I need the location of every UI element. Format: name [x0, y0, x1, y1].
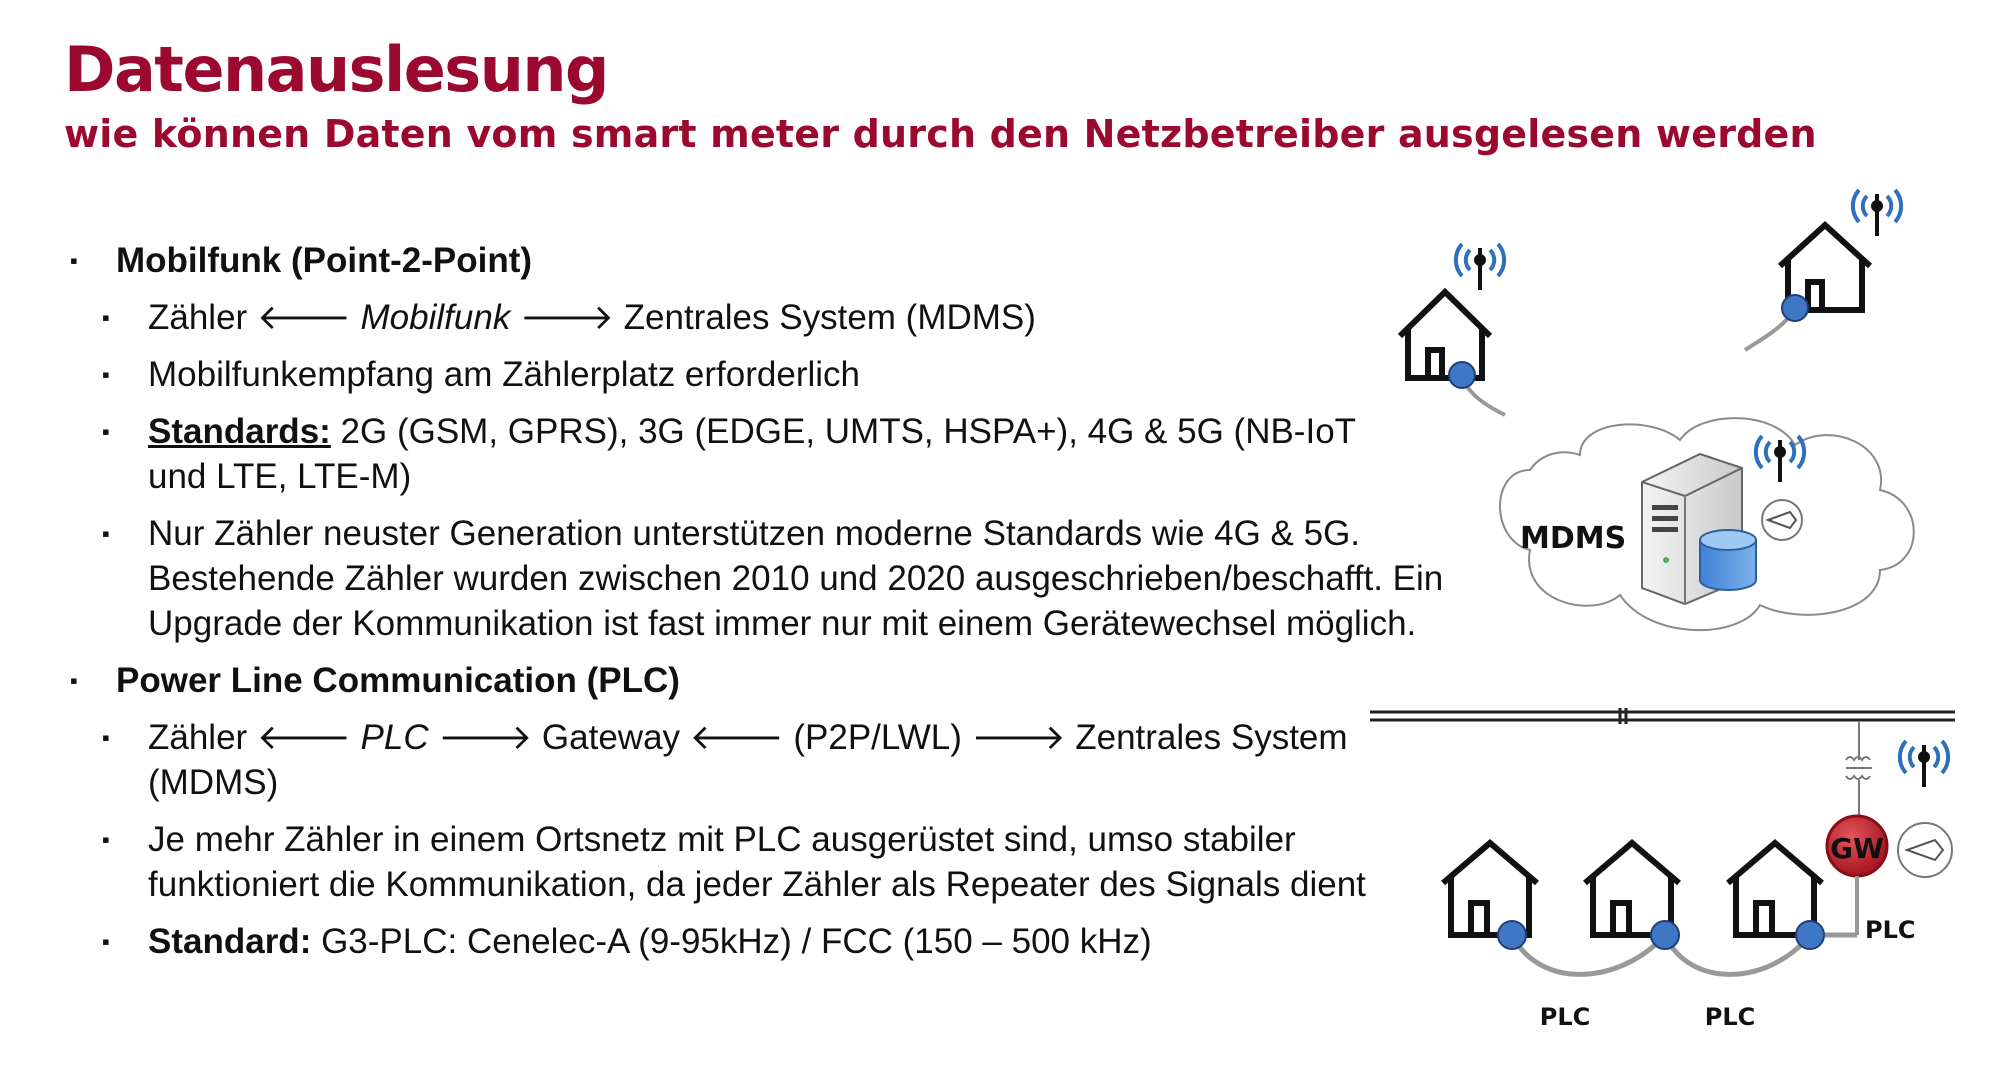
section-heading-text: Mobilfunk (Point-2-Point) [116, 241, 533, 280]
arrow-left-icon: 🡐 [256, 718, 351, 757]
item-text: 2G (GSM, GPRS), 3G (EDGE, UMTS, HSPA+), 4G & 5G (NB-IoT und LTE, LTE-M) [148, 412, 1356, 496]
page-subtitle: wie können Daten vom smart meter durch den Netzbetreiber ausgelesen werden [64, 112, 1817, 156]
bullet-icon: ▪ [102, 362, 110, 387]
antenna-icon [1853, 190, 1901, 236]
item-text: Mobilfunkempfang am Zählerplatz erforderlich [148, 355, 860, 394]
bullet-icon: ▪ [102, 725, 110, 750]
transformer-icon [1846, 722, 1872, 820]
arrow-right-icon: 🡒 [438, 718, 533, 757]
meter-icon [1782, 295, 1808, 321]
power-line [1370, 708, 1955, 724]
plc-label-2: PLC [1704, 1003, 1756, 1031]
plc-label-gw: PLC [1865, 916, 1916, 944]
antenna-icon [1900, 741, 1948, 787]
house-icon [1443, 843, 1537, 935]
bullet-icon: ▪ [102, 827, 110, 852]
section-heading-text: Power Line Communication (PLC) [116, 661, 680, 700]
modem-icon [1898, 823, 1952, 877]
antenna-icon [1456, 244, 1504, 290]
meter-icon [1449, 362, 1475, 388]
item-text: Nur Zähler neuster Generation unterstützen moderne Standards wie 4G & 5G. Bestehende Zähler wurden zwischen 2010 und 2020 ausgeschrieben/beschafft. Ein Upgrade der Kommunikation ist fast immer nur mit einem Gerätewechsel möglich. [148, 514, 1444, 643]
arrow-left-icon: 🡐 [256, 298, 351, 337]
item-text: Zähler [148, 718, 257, 757]
bullet-icon: ▪ [70, 668, 78, 693]
item-text-italic: Mobilfunk [350, 298, 521, 337]
item-text: (P2P/LWL) [783, 718, 972, 757]
item-label: Standards: [148, 412, 331, 451]
bullet-icon: ▪ [102, 521, 110, 546]
item-text: Zentrales System (MDMS) [148, 718, 1348, 802]
page-title: Datenauslesung [64, 33, 608, 106]
modem-icon [1762, 500, 1802, 540]
item-label: Standard: [148, 922, 312, 961]
arrow-right-icon: 🡒 [971, 718, 1066, 757]
bullet-icon: ▪ [102, 419, 110, 444]
database-icon [1700, 530, 1756, 590]
arrow-right-icon: 🡒 [520, 298, 614, 337]
item-text: Zentrales System (MDMS) [613, 298, 1036, 337]
item-text: Gateway [532, 718, 690, 757]
plc-label-1: PLC [1539, 1003, 1591, 1031]
house-icon [1400, 292, 1490, 378]
item-text: Je mehr Zähler in einem Ortsnetz mit PLC ausgerüstet sind, umso stabiler funktioniert die Kommunikation, da jeder Zähler als Repeater des Signals dient [148, 820, 1366, 904]
item-text: G3-PLC: Cenelec-A (9-95kHz) / FCC (150 – 500 kHz) [311, 922, 1152, 961]
meter-icon [1498, 921, 1526, 949]
item-text: Zähler [148, 298, 257, 337]
item-text-italic: PLC [350, 718, 439, 757]
mdms-label: MDMS [1520, 521, 1627, 556]
bullet-icon: ▪ [70, 248, 78, 273]
gateway-label: GW [1830, 832, 1884, 865]
bullet-icon: ▪ [102, 929, 110, 954]
meter-icon [1651, 921, 1679, 949]
arrow-left-icon: 🡐 [689, 718, 784, 757]
meter-icon [1796, 921, 1824, 949]
bullet-icon: ▪ [102, 305, 110, 330]
